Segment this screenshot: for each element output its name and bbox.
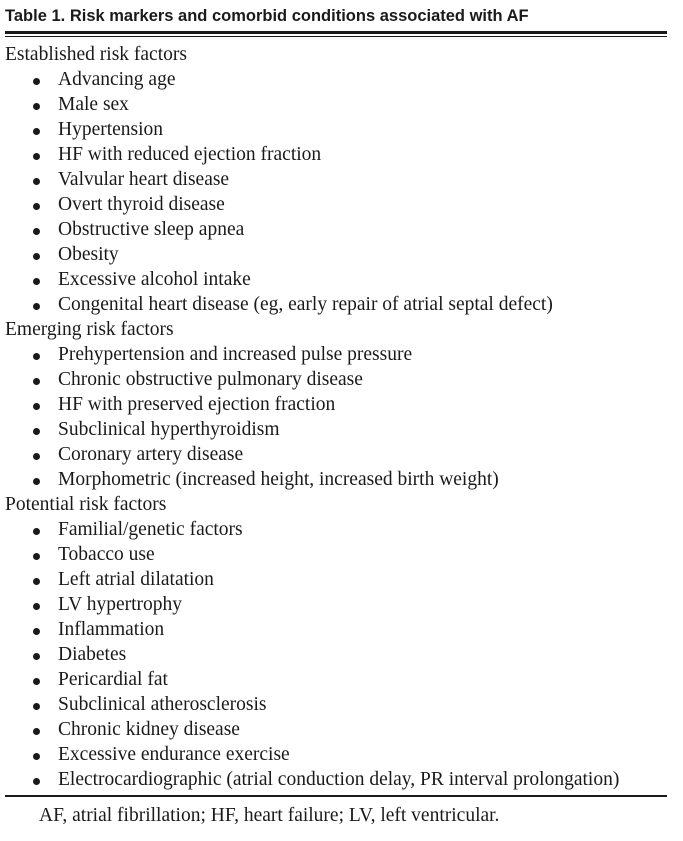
list-item xyxy=(5,367,667,392)
bullet-icon xyxy=(33,78,40,85)
list-item xyxy=(5,117,667,142)
list-item xyxy=(5,192,667,217)
list-item-text: HF with preserved ejection fraction xyxy=(58,394,336,415)
risk-factor-table xyxy=(5,3,667,829)
list-item xyxy=(5,242,667,267)
list-item-text: Obstructive sleep apnea xyxy=(58,219,245,240)
list-item xyxy=(5,667,667,692)
section-heading: Established risk factors xyxy=(5,44,187,65)
list-item xyxy=(5,417,667,442)
top-rule xyxy=(5,31,667,37)
bullet-icon xyxy=(33,753,40,760)
table-caption xyxy=(5,3,667,29)
list-item-text: Chronic obstructive pulmonary disease xyxy=(58,369,363,390)
list-item-text: Hypertension xyxy=(58,119,164,140)
list-item-text: Male sex xyxy=(58,94,129,115)
list-item-text: Coronary artery disease xyxy=(58,444,244,465)
bullet-icon xyxy=(33,653,40,660)
bullet-icon xyxy=(33,303,40,310)
list-item xyxy=(5,617,667,642)
list-item xyxy=(5,717,667,742)
bullet-icon xyxy=(33,153,40,160)
section-heading: Emerging risk factors xyxy=(5,319,174,340)
bullet-icon xyxy=(33,478,40,485)
list-item-text: Overt thyroid disease xyxy=(58,194,225,215)
table-footnote: AF, atrial fibrillation; HF, heart failure; LV, left ventricular. xyxy=(39,805,500,826)
list-item-text: LV hypertrophy xyxy=(58,594,183,615)
list-item xyxy=(5,467,667,492)
list-item xyxy=(5,517,667,542)
list-item-text: Obesity xyxy=(58,244,119,265)
list-item-text: Subclinical atherosclerosis xyxy=(58,694,267,715)
table-body xyxy=(5,42,667,792)
list-item xyxy=(5,67,667,92)
bullet-icon xyxy=(33,278,40,285)
list-item xyxy=(5,542,667,567)
bullet-icon xyxy=(33,378,40,385)
list-item xyxy=(5,567,667,592)
bullet-icon xyxy=(33,778,40,785)
bullet-icon xyxy=(33,353,40,360)
table-title: Risk markers and comorbid conditions associated with AF xyxy=(69,7,529,25)
bullet-icon xyxy=(33,103,40,110)
list-item-text: Congenital heart disease (eg, early repair of atrial septal defect) xyxy=(58,294,553,315)
list-item-text: Excessive endurance exercise xyxy=(58,744,290,765)
list-item xyxy=(5,692,667,717)
list-item xyxy=(5,392,667,417)
list-item-text: Left atrial dilatation xyxy=(58,569,214,590)
list-item xyxy=(5,342,667,367)
list-item-text: Tobacco use xyxy=(58,544,155,565)
list-item-text: Chronic kidney disease xyxy=(58,719,240,740)
list-item-text: Prehypertension and increased pulse pressure xyxy=(58,344,413,365)
table-label: Table 1. xyxy=(5,7,66,25)
list-item-text: Pericardial fat xyxy=(58,669,168,690)
list-item xyxy=(5,642,667,667)
list-item xyxy=(5,442,667,467)
list-item-text: Electrocardiographic (atrial conduction delay, PR interval prolongation) xyxy=(58,769,620,790)
bullet-icon xyxy=(33,578,40,585)
list-item-text: Valvular heart disease xyxy=(58,169,230,190)
list-item xyxy=(5,142,667,167)
list-item xyxy=(5,592,667,617)
list-item-text: HF with reduced ejection fraction xyxy=(58,144,322,165)
list-item-text: Inflammation xyxy=(58,619,165,640)
section-heading: Potential risk factors xyxy=(5,494,167,515)
list-item-text: Advancing age xyxy=(58,69,176,90)
bullet-icon xyxy=(33,128,40,135)
bullet-icon xyxy=(33,453,40,460)
list-item xyxy=(5,292,667,317)
bullet-icon xyxy=(33,228,40,235)
list-item-text: Excessive alcohol intake xyxy=(58,269,251,290)
bottom-rule xyxy=(5,795,667,797)
list-item xyxy=(5,92,667,117)
list-item xyxy=(5,167,667,192)
bullet-icon xyxy=(33,178,40,185)
list-item-text: Diabetes xyxy=(58,644,127,665)
list-item-text: Subclinical hyperthyroidism xyxy=(58,419,280,440)
list-item xyxy=(5,267,667,292)
bullet-icon xyxy=(33,403,40,410)
bullet-icon xyxy=(33,603,40,610)
list-item xyxy=(5,767,667,792)
list-item-text: Morphometric (increased height, increased birth weight) xyxy=(58,469,499,490)
bullet-icon xyxy=(33,428,40,435)
bullet-icon xyxy=(33,678,40,685)
bullet-icon xyxy=(33,528,40,535)
bullet-icon xyxy=(33,553,40,560)
list-item-text: Familial/genetic factors xyxy=(58,519,243,540)
list-item xyxy=(5,217,667,242)
bullet-icon xyxy=(33,253,40,260)
bullet-icon xyxy=(33,628,40,635)
list-item xyxy=(5,742,667,767)
bullet-icon xyxy=(33,203,40,210)
bullet-icon xyxy=(33,728,40,735)
bullet-icon xyxy=(33,703,40,710)
